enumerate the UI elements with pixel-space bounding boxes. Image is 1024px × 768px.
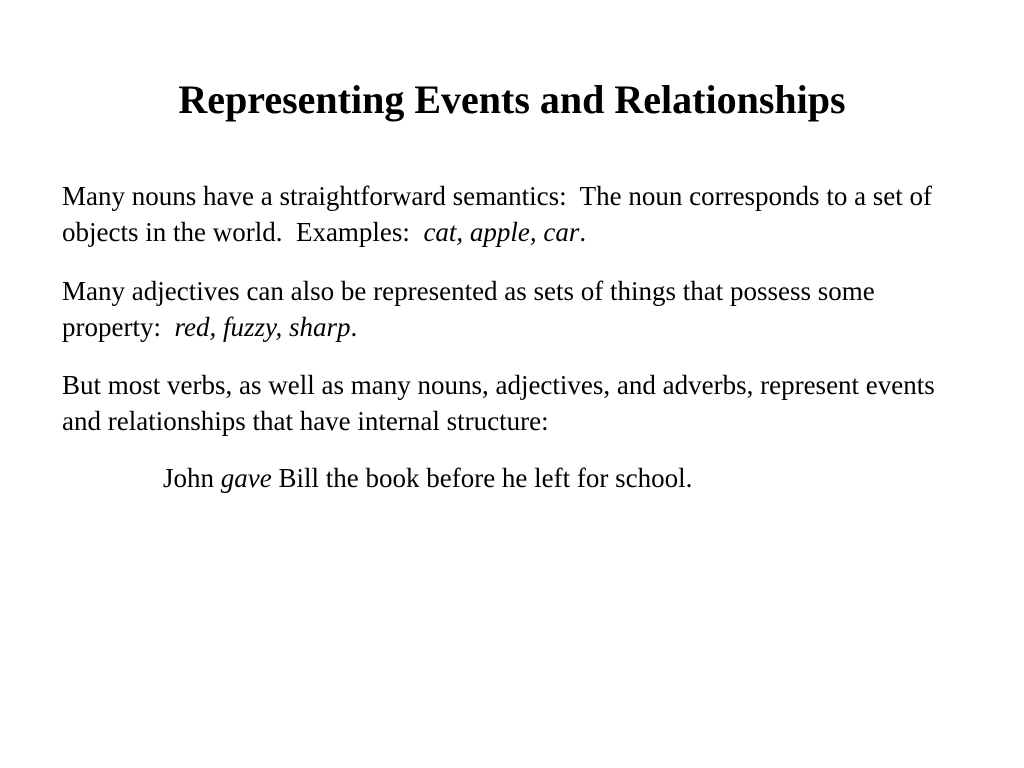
- paragraph-adjectives-examples: red, fuzzy, sharp: [174, 312, 351, 342]
- example-sentence-before: John: [163, 463, 221, 493]
- paragraph-nouns: [62, 178, 962, 250]
- paragraph-adjectives: [62, 273, 962, 345]
- example-sentence-verb: gave: [220, 463, 272, 493]
- slide-title: Representing Events and Relationships: [178, 77, 846, 122]
- paragraph-verbs-text: But most verbs, as well as many nouns, adjectives, and adverbs, represent events and relationships that have internal structure:: [62, 370, 935, 436]
- example-sentence: [163, 460, 692, 496]
- paragraph-verbs: [62, 367, 962, 439]
- paragraph-nouns-end: .: [579, 217, 587, 247]
- paragraph-nouns-examples: cat, apple, car: [423, 217, 580, 247]
- paragraph-adjectives-end: .: [350, 312, 358, 342]
- example-sentence-after: Bill the book before he left for school.: [271, 463, 693, 493]
- paragraph-nouns-text: Many nouns have a straightforward semantics: The noun corresponds to a set of objects in the world. Examples:: [62, 181, 939, 247]
- paragraph-adjectives-text: Many adjectives can also be represented as sets of things that possess some property:: [62, 276, 882, 342]
